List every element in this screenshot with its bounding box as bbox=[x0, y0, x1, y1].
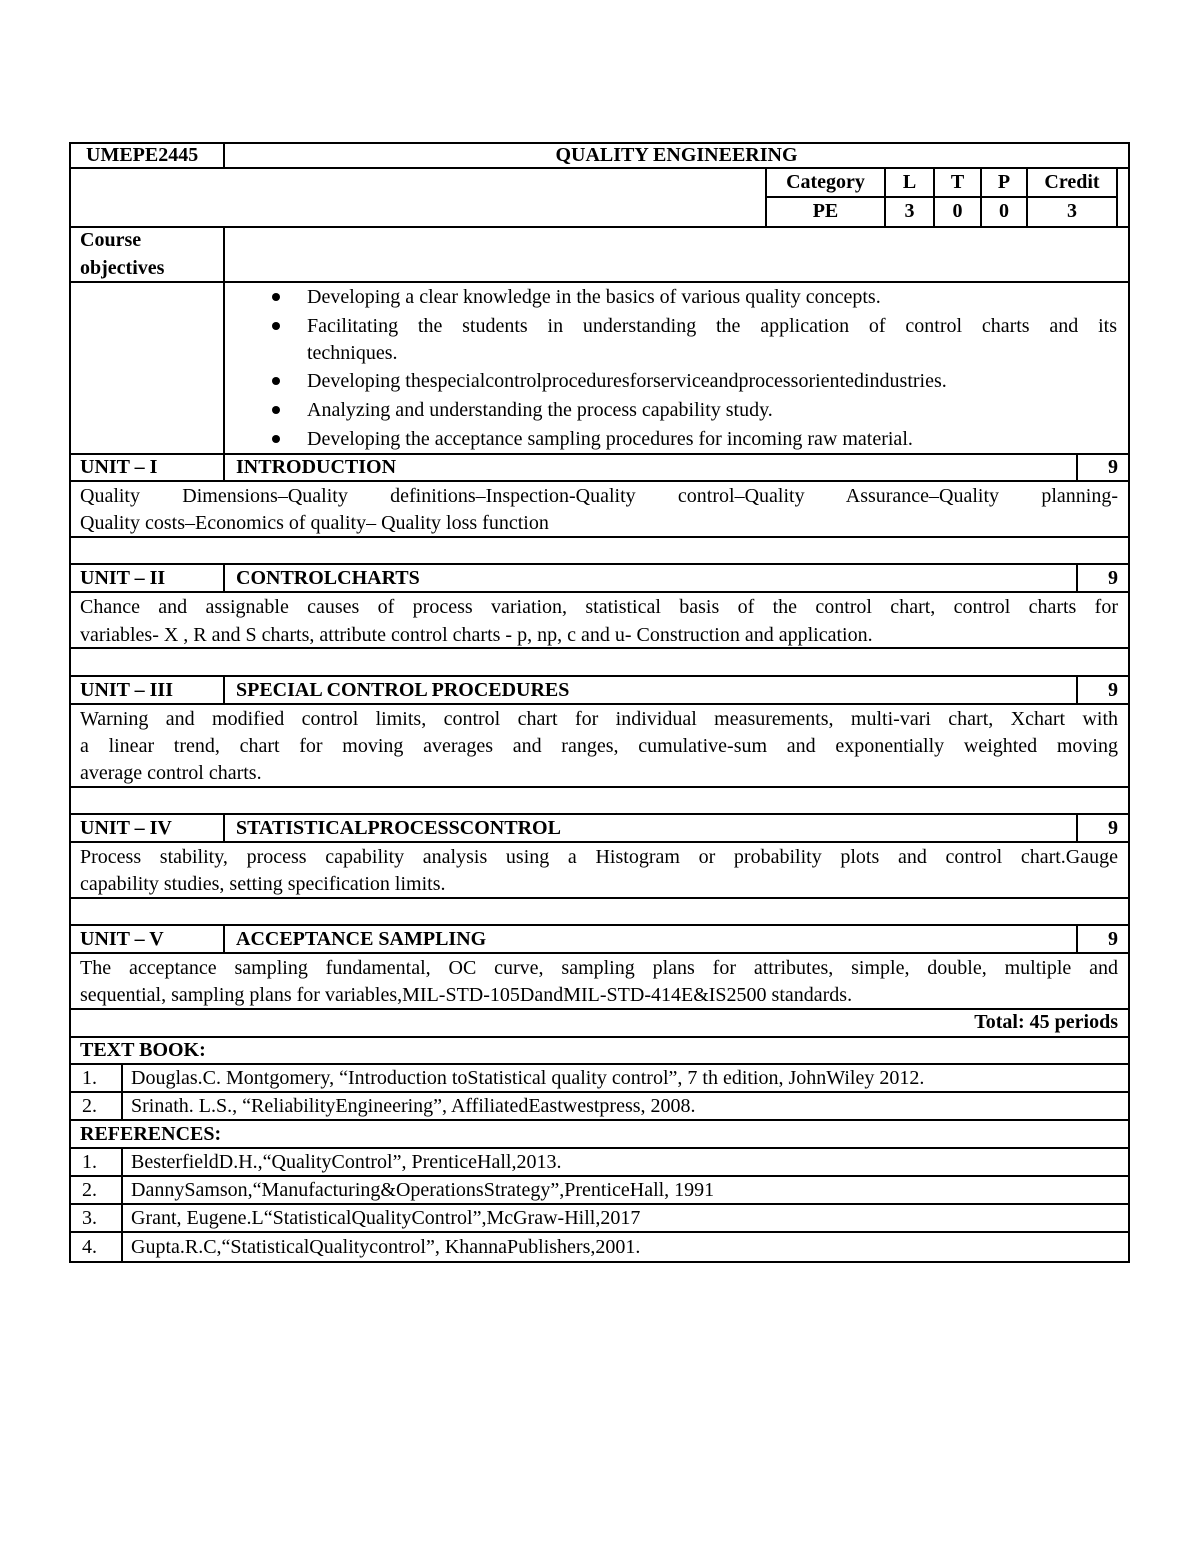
unit-content: Quality costs–Economics of quality– Quality loss function bbox=[80, 512, 549, 534]
objective-item: Developing thespecialcontrolproceduresforserviceandprocessorientedindustries. bbox=[307, 370, 947, 392]
textbook-entry: Srinath. L.S., “ReliabilityEngineering”, AffiliatedEastwestpress, 2008. bbox=[131, 1095, 696, 1117]
unit-label: UNIT – II bbox=[80, 567, 166, 589]
unit-hours: 9 bbox=[1108, 456, 1118, 478]
unit-hours: 9 bbox=[1108, 567, 1118, 589]
unit-content: Warning and modified control limits, control chart for individual measurements, multi-vari chart, Xchart with bbox=[80, 708, 1118, 730]
textbook-number: 2. bbox=[82, 1095, 97, 1117]
unit-hours: 9 bbox=[1108, 928, 1118, 950]
objectives-label: Course bbox=[80, 229, 142, 251]
references-heading: REFERENCES: bbox=[80, 1123, 222, 1145]
category-value: PE bbox=[812, 200, 839, 222]
unit-title: STATISTICALPROCESSCONTROL bbox=[236, 817, 561, 839]
objective-item: Developing a clear knowledge in the basics of various quality concepts. bbox=[307, 286, 881, 308]
objective-item-continued: techniques. bbox=[307, 342, 398, 364]
unit-content: capability studies, setting specification limits. bbox=[80, 873, 446, 895]
practical-value: 0 bbox=[999, 200, 1009, 222]
textbook-heading: TEXT BOOK: bbox=[80, 1039, 206, 1061]
total-periods: Total: 45 periods bbox=[974, 1011, 1118, 1033]
reference-entry: Grant, Eugene.L“StatisticalQualityControl”,McGraw-Hill,2017 bbox=[131, 1207, 641, 1229]
course-title: QUALITY ENGINEERING bbox=[555, 144, 798, 166]
unit-label: UNIT – III bbox=[80, 679, 173, 701]
bullet-icon bbox=[272, 435, 280, 443]
unit-title: SPECIAL CONTROL PROCEDURES bbox=[236, 679, 570, 701]
objectives-label-line2: objectives bbox=[80, 257, 165, 279]
bullet-icon bbox=[272, 293, 280, 301]
unit-content: sequential, sampling plans for variables,MIL-STD-105DandMIL-STD-414E&IS2500 standards. bbox=[80, 984, 853, 1006]
course-code: UMEPE2445 bbox=[86, 144, 199, 166]
unit-content: Chance and assignable causes of process variation, statistical basis of the control chart, control charts for bbox=[80, 596, 1118, 618]
unit-content: average control charts. bbox=[80, 762, 262, 784]
bullet-icon bbox=[272, 377, 280, 385]
reference-entry: DannySamson,“Manufacturing&OperationsStrategy”,PrenticeHall, 1991 bbox=[131, 1179, 715, 1201]
bullet-icon bbox=[272, 322, 280, 330]
tutorial-header: T bbox=[950, 171, 965, 193]
category-header: Category bbox=[786, 171, 865, 193]
unit-label: UNIT – IV bbox=[80, 817, 172, 839]
textbook-entry: Douglas.C. Montgomery, “Introduction toStatistical quality control”, 7 th edition, JohnWiley 2012. bbox=[131, 1067, 925, 1089]
lecture-header: L bbox=[902, 171, 917, 193]
reference-entry: BesterfieldD.H.,“QualityControl”, PrenticeHall,2013. bbox=[131, 1151, 562, 1173]
unit-title: CONTROLCHARTS bbox=[236, 567, 420, 589]
unit-content: Quality Dimensions–Quality definitions–Inspection-Quality control–Quality Assurance–Quality planning- bbox=[80, 485, 1118, 507]
objective-item: Facilitating the students in understanding the application of control charts and its bbox=[307, 315, 1117, 337]
unit-hours: 9 bbox=[1108, 679, 1118, 701]
reference-number: 4. bbox=[82, 1236, 97, 1258]
unit-content: variables- X , R and S charts, attribute control charts - p, np, c and u- Construction and application. bbox=[80, 624, 873, 646]
unit-label: UNIT – V bbox=[80, 928, 164, 950]
unit-title: INTRODUCTION bbox=[236, 456, 397, 478]
unit-title: ACCEPTANCE SAMPLING bbox=[236, 928, 487, 950]
unit-content: The acceptance sampling fundamental, OC curve, sampling plans for attributes, simple, double, multiple and bbox=[80, 957, 1118, 979]
credit-header: Credit bbox=[1044, 171, 1100, 193]
unit-label: UNIT – I bbox=[80, 456, 158, 478]
objective-item: Developing the acceptance sampling procedures for incoming raw material. bbox=[307, 428, 913, 450]
lecture-value: 3 bbox=[904, 200, 915, 222]
unit-hours: 9 bbox=[1108, 817, 1118, 839]
reference-number: 1. bbox=[82, 1151, 97, 1173]
unit-content: a linear trend, chart for moving averages and ranges, cumulative-sum and exponentially weighted moving bbox=[80, 735, 1118, 757]
reference-number: 2. bbox=[82, 1179, 97, 1201]
reference-number: 3. bbox=[82, 1207, 97, 1229]
unit-content: Process stability, process capability analysis using a Histogram or probability plots and control chart.Gauge bbox=[80, 846, 1118, 868]
credit-value: 3 bbox=[1067, 200, 1077, 222]
textbook-number: 1. bbox=[82, 1067, 97, 1089]
reference-entry: Gupta.R.C,“StatisticalQualitycontrol”, KhannaPublishers,2001. bbox=[131, 1236, 641, 1258]
bullet-icon bbox=[272, 406, 280, 414]
practical-header: P bbox=[997, 171, 1011, 193]
objective-item: Analyzing and understanding the process capability study. bbox=[307, 399, 773, 421]
tutorial-value: 0 bbox=[952, 200, 963, 222]
